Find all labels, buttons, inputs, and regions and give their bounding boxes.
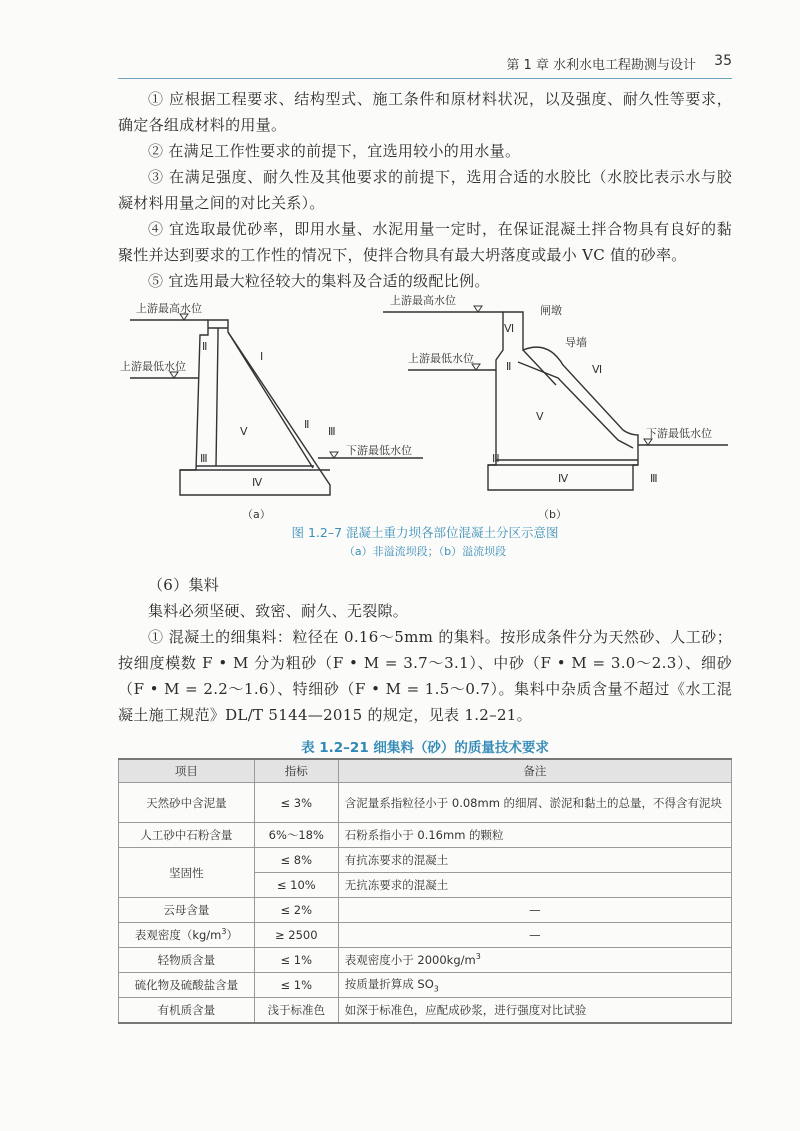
table-cell: 硫化物及硫酸盐含量 <box>119 973 255 998</box>
section-heading: （6）集料 <box>148 576 220 594</box>
superscript: 3 <box>475 952 481 962</box>
zone-label: Ⅲ <box>650 472 658 485</box>
cell-text: 按质量折算成 SO <box>344 977 434 992</box>
page-number: 35 <box>714 53 732 69</box>
table-cell: 浅于标准色 <box>254 998 338 1023</box>
page-header <box>118 44 732 74</box>
zone-label: Ⅵ <box>592 363 603 376</box>
zone-label: Ⅱ <box>304 418 310 431</box>
zone-label: Ⅰ <box>260 350 264 363</box>
water-mark-icon <box>330 452 338 458</box>
label-up-low-a: 上游最低水位 <box>120 360 186 373</box>
figure-caption: 图 1.2–7 混凝土重力坝各部位混凝土分区示意图 <box>291 525 559 540</box>
subscript: 3 <box>433 984 439 994</box>
cell-text: ） <box>226 928 238 942</box>
label-up-high-a: 上游最高水位 <box>136 302 202 315</box>
table-cell: 如深于标准色，应配成砂浆，进行强度对比试验 <box>338 998 731 1023</box>
table-cell <box>338 948 731 973</box>
table-cell: ≤ 1% <box>254 948 338 973</box>
label-down-low-b: 下游最低水位 <box>646 427 712 440</box>
table-row <box>119 998 732 1023</box>
fine-aggregate-spec-table <box>118 758 732 1024</box>
table-title: 表 1.2–21 细集料（砂）的质量技术要求 <box>301 740 549 756</box>
table-row <box>119 948 732 973</box>
label-wall: 导墙 <box>565 336 587 349</box>
cell-text: 表观密度（kg/m <box>134 928 222 942</box>
paragraph: ③ 在满足强度、耐久性及其他要求的前提下，选用合适的水胶比（水胶比表示水与胶凝材料用量之间的对比关系）。 <box>118 168 732 212</box>
table-row <box>119 823 732 848</box>
table-row <box>119 898 732 923</box>
aggregate-section <box>118 572 732 728</box>
table-cell: 天然砂中含泥量 <box>119 783 255 823</box>
table-cell: ≤ 3% <box>254 783 338 823</box>
table-cell: 云母含量 <box>119 898 255 923</box>
table-cell: 人工砂中石粉含量 <box>119 823 255 848</box>
column-header: 指标 <box>254 759 338 783</box>
paragraph: ② 在满足工作性要求的前提下，宜选用较小的用水量。 <box>148 142 521 160</box>
zone-label: Ⅲ <box>492 452 500 465</box>
cell-text: 表观密度小于 2000kg/m <box>344 953 476 967</box>
zone-label: Ⅳ <box>252 476 263 489</box>
table-cell: 石粉系指小于 0.16mm 的颗粒 <box>338 823 731 848</box>
label-down-low-a: 下游最低水位 <box>346 444 412 457</box>
paragraph: ① 应根据工程要求、结构型式、施工条件和原材料状况，以及强度、耐久性等要求，确定各组成材料的用量。 <box>118 90 732 134</box>
zone-label: Ⅲ <box>328 425 336 438</box>
table-row <box>119 783 732 823</box>
table-cell: ≤ 8% <box>254 848 338 873</box>
zone-label: Ⅵ <box>504 322 515 335</box>
paragraph: ① 混凝土的细集料：粒径在 0.16～5mm 的集料。按形成条件分为天然砂、人工砂；按细度模数 F • M 分为粗砂（F • M = 3.7～3.1）、中砂（F • M = 3.0～2.3）、细砂（F • M = 2.2～1.6）、特细砂（F • M = 1.5～0.7）。集料中杂质含量不超过《水工混凝土施工规范》DL/T 5144—2015 的规定，见表 1.2–21。 <box>118 628 732 724</box>
table-cell: ≤ 1% <box>254 973 338 998</box>
table-cell: 轻物质含量 <box>119 948 255 973</box>
dam-a-zone-i-line <box>228 332 313 468</box>
table-cell: 含泥量系指粒径小于 0.08mm 的细屑、淤泥和黏土的总量，不得含有泥块 <box>338 783 731 823</box>
table-cell: 无抗冻要求的混凝土 <box>338 873 731 898</box>
zone-label: Ⅱ <box>506 360 512 373</box>
header-rule <box>118 78 732 79</box>
table-cell: 有抗冻要求的混凝土 <box>338 848 731 873</box>
label-up-low-b: 上游最低水位 <box>408 352 474 365</box>
table-header-row <box>119 759 732 783</box>
chapter-title: 第 1 章 水利水电工程勘测与设计 <box>506 58 696 73</box>
paragraph: ⑤ 宜选用最大粒径较大的集料及合适的级配比例。 <box>148 272 490 290</box>
superscript: 3 <box>221 927 227 937</box>
fig-b-label: （b） <box>538 508 567 521</box>
table-cell <box>338 973 731 998</box>
table-cell <box>119 923 255 948</box>
zone-label: Ⅴ <box>240 425 248 438</box>
paragraph: 集料必须坚硬、致密、耐久、无裂隙。 <box>148 602 409 620</box>
zone-label: Ⅳ <box>558 472 569 485</box>
water-mark-icon <box>474 306 482 312</box>
figure-svg <box>118 290 732 570</box>
figure-subcaption: （a）非溢流坝段；（b）溢流坝段 <box>343 545 507 558</box>
fig-a-label: （a） <box>242 508 271 521</box>
table-cell: ≥ 2500 <box>254 923 338 948</box>
table-cell: ≤ 10% <box>254 873 338 898</box>
zone-label: Ⅱ <box>202 340 208 353</box>
table-row <box>119 848 732 873</box>
dam-a-zone-ii-line <box>216 328 218 466</box>
table-cell: 坚固性 <box>119 848 255 898</box>
dam-b-outline <box>488 312 638 490</box>
table-cell: — <box>338 923 731 948</box>
water-mark-icon <box>472 364 480 370</box>
zone-label: Ⅴ <box>536 410 544 423</box>
table-cell: ≤ 2% <box>254 898 338 923</box>
label-pier: 闸墩 <box>540 304 562 317</box>
table-row <box>119 923 732 948</box>
column-header: 备注 <box>338 759 731 783</box>
table-cell: 有机质含量 <box>119 998 255 1023</box>
principles-list <box>118 86 732 294</box>
dam-b-guide-wall <box>518 362 633 448</box>
dam-b-pier-line <box>523 350 556 385</box>
dam-zoning-figure <box>118 290 732 570</box>
table-cell: 6%～18% <box>254 823 338 848</box>
column-header: 项目 <box>119 759 255 783</box>
zone-label: Ⅲ <box>200 452 208 465</box>
paragraph: ④ 宜选取最优砂率，即用水量、水泥用量一定时，在保证混凝土拌合物具有良好的黏聚性并达到要求的工作性的情况下，使拌合物具有最大坍落度或最小 VC 值的砂率。 <box>118 220 732 264</box>
label-up-high-b: 上游最高水位 <box>390 294 456 307</box>
table-cell: — <box>338 898 731 923</box>
table-row <box>119 973 732 998</box>
